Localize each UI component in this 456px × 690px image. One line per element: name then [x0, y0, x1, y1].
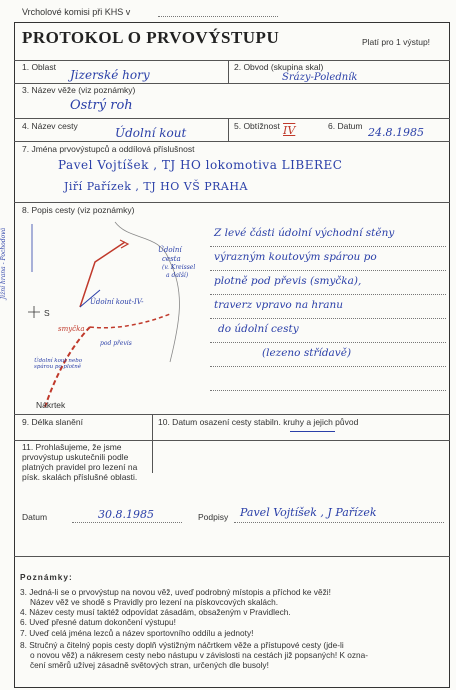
field-3-value: Ostrý roh [70, 98, 133, 113]
sketch-route-label: Údolní kout-IV- [90, 298, 144, 306]
signatures-label: Podpisy [198, 512, 229, 522]
sketch-annotation-1: Údolní [158, 246, 182, 254]
field-1-value: Jizerské hory [70, 68, 150, 82]
description-line-6: (lezeno střídavě) [262, 347, 352, 359]
field-4-value: Údolní kout [115, 126, 187, 140]
field-1-label: 1. Oblast [22, 62, 57, 72]
description-line-3: plotně pod převis (smyčka), [214, 275, 362, 287]
note-1: 3. Jedná-li se o prvovýstup na novou věž, uveď podrobný místopis a příchod ke věži! [20, 587, 331, 597]
note-3: 4. Název cesty musí taktéž odpovídat zásadám, obsaženým v Pravidlech. [20, 607, 291, 617]
field-2-label: 2. Obvod (skupina skal) [234, 62, 324, 72]
field-2-value: Srázy-Poledník [282, 72, 358, 83]
field-3-label: 3. Název věže (viz poznámky) [22, 85, 136, 95]
field-9-label: 9. Délka slanění [22, 417, 83, 427]
field-4-label: 4. Název cesty [22, 121, 78, 131]
sketch-caption: Nákrtek [36, 400, 66, 410]
field-11-statement: 11. Prohlašujeme, že jsme prvovýstup uskutečnili podle platných pravidel pro lezení na písk. skalách příslušné oblasti. [22, 442, 138, 482]
sketch-bottom-note: Údolní kout nebo spárou po plotně [34, 358, 83, 370]
note-5: 7. Uveď celá jména lezců a název sportovního oddílu a jednoty! [20, 628, 254, 638]
signatures-value: Pavel Vojtíšek , J Pařízek [240, 506, 377, 519]
date-label: Datum [22, 512, 48, 522]
note-2: Název věž ve shodě s Pravidly pro lezení na pískovcových skalách. [30, 597, 279, 607]
sketch-loop-label: smyčka [58, 325, 85, 333]
field-6-value: 24.8.1985 [368, 126, 424, 139]
sketch-vertical-note: Jižní hrana - Pochodová [0, 227, 8, 300]
description-line-5: do údolní cesty [218, 323, 299, 335]
date-value: 30.8.1985 [98, 508, 154, 521]
note-7: o novou věž) a nákresem cesty nebo nástupu v závislosti na cestách již popsaných! K ozna- [30, 650, 369, 660]
note-4: 6. Uveď přesné datum dokončení výstupu! [20, 617, 176, 627]
note-6: 8. Stručný a čitelný popis cesty doplň výstižným náčrtkem věže a přístupové cesty (jde-li [20, 640, 344, 650]
field-6-label: 6. Datum [328, 121, 363, 131]
header-commission-line: Vrcholové komisi při KHS v [22, 7, 131, 17]
sketch-south-mark: S [44, 308, 50, 318]
description-line-2: výrazným koutovým spárou po [214, 251, 377, 263]
form-title: PROTOKOL O PRVOVÝSTUPU [22, 28, 280, 47]
field-7-line-2: Jiří Pařízek , TJ HO VŠ PRAHA [64, 180, 248, 193]
sketch-annotation-4: a další) [166, 272, 189, 279]
description-line-4: traverz vpravo na hranu [214, 299, 343, 311]
note-8: čení směrů užívej zásadně světových stran, určených dle busoly! [30, 660, 269, 670]
sketch-plate-label: pod převis [100, 340, 132, 347]
sketch-annotation-3: (v. Kreissel [162, 264, 196, 271]
field-7-line-1: Pavel Vojtíšek , TJ HO lokomotiva LIBEREC [58, 158, 343, 172]
field-8-label: 8. Popis cesty (viz poznámky) [22, 205, 135, 215]
field-5-value: IV [283, 124, 296, 137]
sketch-annotation-2: cesta [162, 255, 181, 263]
description-line-1: Z levé části údolní východní stěny [214, 227, 395, 239]
notes-title: Poznámky: [20, 572, 73, 582]
field-7-label: 7. Jména prvovýstupců a oddílová příslušnost [22, 144, 195, 154]
field-5-label: 5. Obtížnost [234, 121, 280, 131]
header-dotted-line [158, 16, 278, 17]
field-10-label: 10. Datum osazení cesty stabiln. kruhy a jejich původ [158, 417, 359, 427]
valid-note: Platí pro 1 výstup! [362, 37, 431, 47]
